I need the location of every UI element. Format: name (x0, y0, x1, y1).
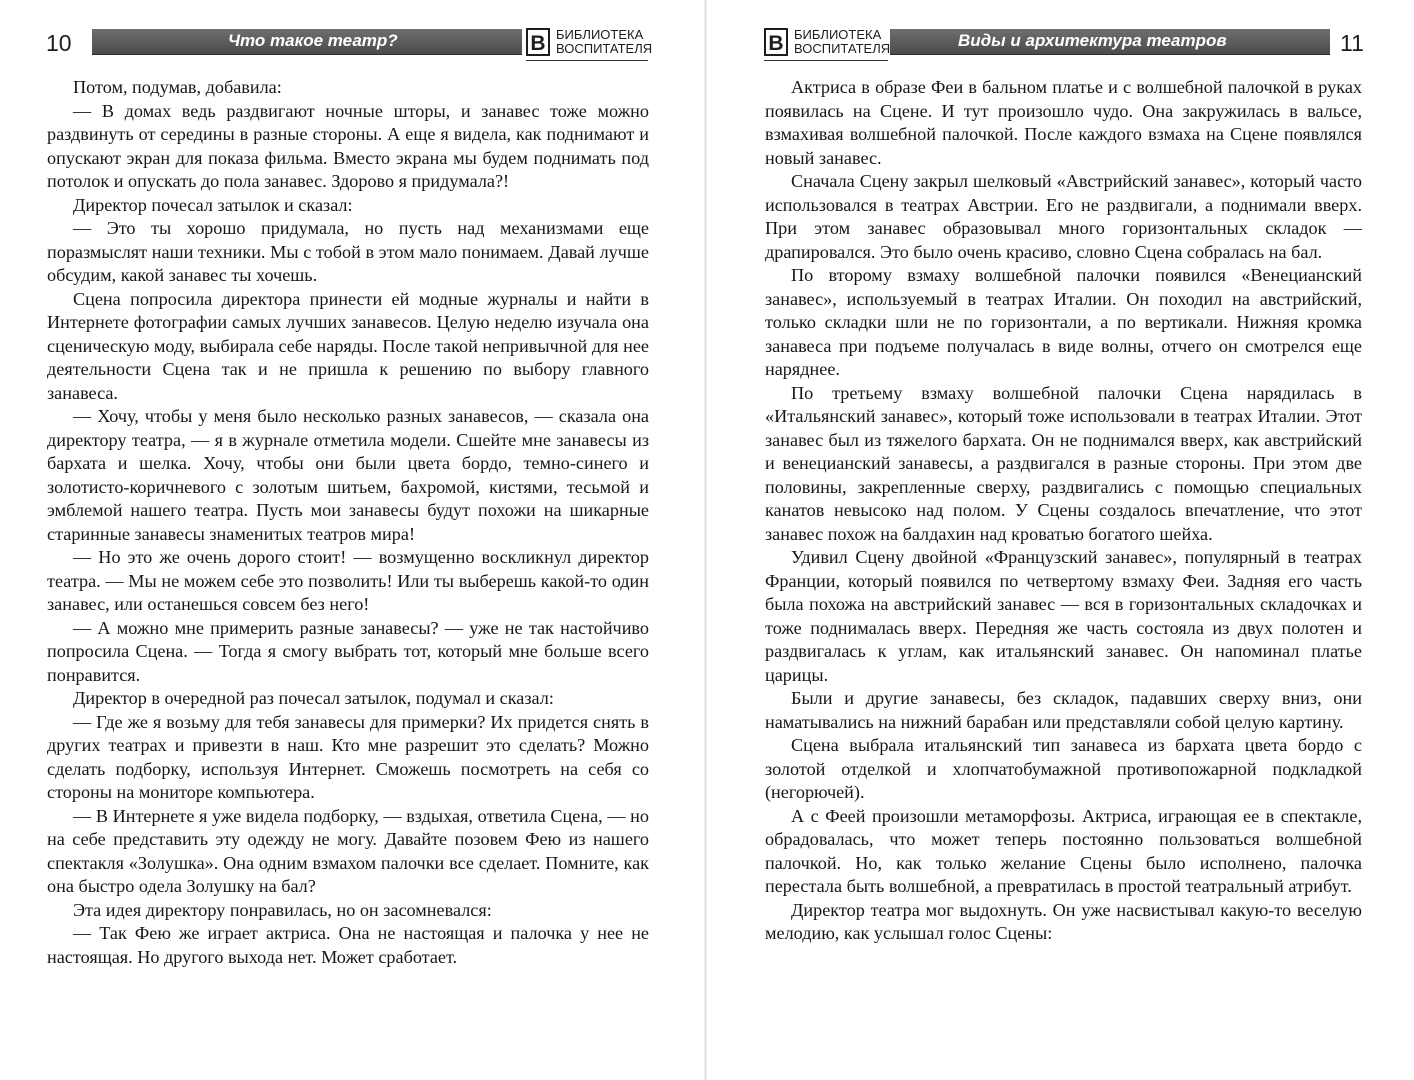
left-page (0, 0, 706, 1080)
running-header (92, 29, 522, 55)
series-label: БИБЛИОТЕКА ВОСПИТАТЕЛЯ (794, 27, 891, 56)
paragraph: — Это ты хорошо придумала, но пусть над механизмами еще поразмыслят наши техники. Мы с тобой в этом мало понимаем. Давай лучше обсудим, какой занавес ты хочешь. (47, 218, 649, 285)
paragraph: — Так Фею же играет актриса. Она не настоящая и палочка у нее не настоящая. Но другого выхода нет. Может сработает. (47, 923, 649, 967)
paragraph: По третьему взмаху волшебной палочки Сцена нарядилась в «Итальянский занавес», который тоже использовали в театрах Италии. Этот занавес был из тяжелого бархата. Он не поднимался вверх, как австрийский и венецианский занавесы, а раздвигался в разные стороны. При этом две половины, закрепленные сверху, раздвигались с помощью специальных канатов невысоко над полом. У Сцены создалось впечатление, что этот занавес похож на балдахин над кроватью богатого шейха. (765, 382, 1362, 544)
paragraph: — Хочу, чтобы у меня было несколько разных занавесов, — сказала она директору театра, — я в журнале отметила модели. Сшейте мне занавесы из бархата и шелка. Хочу, чтобы они были цвета бордо, темно-синего и золотисто-коричневого с золотым шитьем, бахромой, кистями, тесьмой и эмблемой нашего театра. Пусть мои занавесы будут похожи на шикарные старинные занавесы знаменитых театров мира! (47, 406, 649, 544)
page-text (765, 76, 1362, 946)
header-title: Виды и архитектура театров (958, 31, 1227, 50)
paragraph: Директор театра мог выдохнуть. Он уже насвистывал какую-то веселую мелодию, как услышал голос Сцены: (765, 899, 1362, 943)
paragraph: По второму взмаху волшебной палочки появился «Венецианский занавес», используемый в театрах Италии. Он походил на австрийский, только складки шли не по горизонтали, а по вертикали. Нижняя кромка занавеса при подъеме получалась в виде волны, отчего он смотрелся еще наряднее. (765, 265, 1362, 379)
paragraph: Директор в очередной раз почесал затылок, подумал и сказал: (73, 688, 554, 708)
page-number: 10 (46, 30, 72, 56)
series-letter-icon: B (526, 28, 550, 56)
paragraph: Актриса в образе Феи в бальном платье и с волшебной палочкой в руках появилась на Сцене. И тут произошло чудо. Она закружилась в вальсе, взмахивая волшебной палочкой. После каждого взмаха на Сцене появлялся новый занавес. (765, 77, 1362, 168)
page-number: 11 (1340, 30, 1364, 56)
paragraph: — Но это же очень дорого стоит! — возмущенно воскликнул директор театра. — Мы не можем себе это позволить! Или ты выберешь какой-то один занавес, или останешься совсем без него! (47, 547, 649, 614)
paragraph: Потом, подумав, добавила: (73, 77, 282, 97)
page-text (47, 76, 649, 969)
paragraph: А с Феей произошли метаморфозы. Актриса, играющая ее в спектакле, обрадовалась, что может теперь постоянно пользоваться волшебной палочкой. Но, как только желание Сцены было исполнено, палочка перестала быть волшебной, а превратилась в простой театральный атрибут. (765, 805, 1362, 896)
paragraph: — Где же я возьму для тебя занавесы для примерки? Их придется снять в других театрах и привезти в наш. Кто мне разрешит это сделать? Можно сделать подборку, используя Интернет. Сможешь посмотреть на себя со стороны на мониторе компьютера. (47, 711, 649, 802)
series-logo (764, 27, 891, 60)
series-underline (764, 60, 888, 61)
paragraph: Были и другие занавесы, без складок, падавших сверху вниз, они наматывались на нижний барабан или представляли собой целую картину. (765, 688, 1362, 732)
paragraph: Удивил Сцену двойной «Французский занавес», популярный в театрах Франции, который появился по четвертому взмаху Феи. Задняя его часть была похожа на австрийский занавес — вся в горизонтальных складочках и тоже поднималась вверх. Передняя же часть состояла из двух полотен и раздвигалась к углам, как итальянский занавес. Он напоминал платье царицы. (765, 547, 1362, 685)
header-title: Что такое театр? (228, 31, 398, 50)
paragraph: Сцена попросила директора принести ей модные журналы и найти в Интернете фотографии самых лучших занавесов. Целую неделю изучала она сценическую моду, выбирала себе наряды. После такой непривычной для нее деятельности Сцена так и не пришла к решению по выбору главного занавеса. (47, 288, 649, 403)
paragraph: — В домах ведь раздвигают ночные шторы, и занавес тоже можно раздвинуть от середины в разные стороны. А еще я видела, как поднимают и опускают экран для показа фильма. Вместо экрана мы будем поднимать под потолок и опускать до пола занавес. Здорово я придумала?! (47, 100, 649, 191)
paragraph: Директор почесал затылок и сказал: (73, 194, 353, 215)
series-letter-icon: B (764, 28, 788, 56)
paragraph: — А можно мне примерить разные занавесы? — уже не так настойчиво попросила Сцена. — Тогда я смогу выбрать тот, который мне больше всего понравится. (47, 617, 649, 685)
paragraph: Сначала Сцену закрыл шелковый «Австрийский занавес», который часто использовался в театрах Австрии. Его не раздвигали, а поднимали вверх. При этом занавес образовывал много горизонтальных складок — драпировался. Это было очень красиво, словно Сцена собралась на бал. (765, 171, 1362, 262)
paragraph: Эта идея директору понравилась, но он засомневался: (73, 899, 492, 920)
series-label: БИБЛИОТЕКА ВОСПИТАТЕЛЯ (556, 27, 653, 56)
series-logo (526, 27, 653, 60)
paragraph: — В Интернете я уже видела подборку, — вздыхая, ответила Сцена, — но на себе представить эту одежду не могу. Давайте позовем Фею из нашего спектакля «Золушка». Она одним взмахом палочки все сделает. Помните, как она быстро одела Золушку на бал? (47, 805, 649, 896)
right-page (708, 0, 1414, 1080)
series-underline (526, 60, 648, 61)
paragraph: Сцена выбрала итальянский тип занавеса из бархата цвета бордо с золотой отделкой и хлопчатобумажной противопожарной подкладкой (негорючей). (765, 735, 1362, 802)
running-header (890, 29, 1330, 55)
